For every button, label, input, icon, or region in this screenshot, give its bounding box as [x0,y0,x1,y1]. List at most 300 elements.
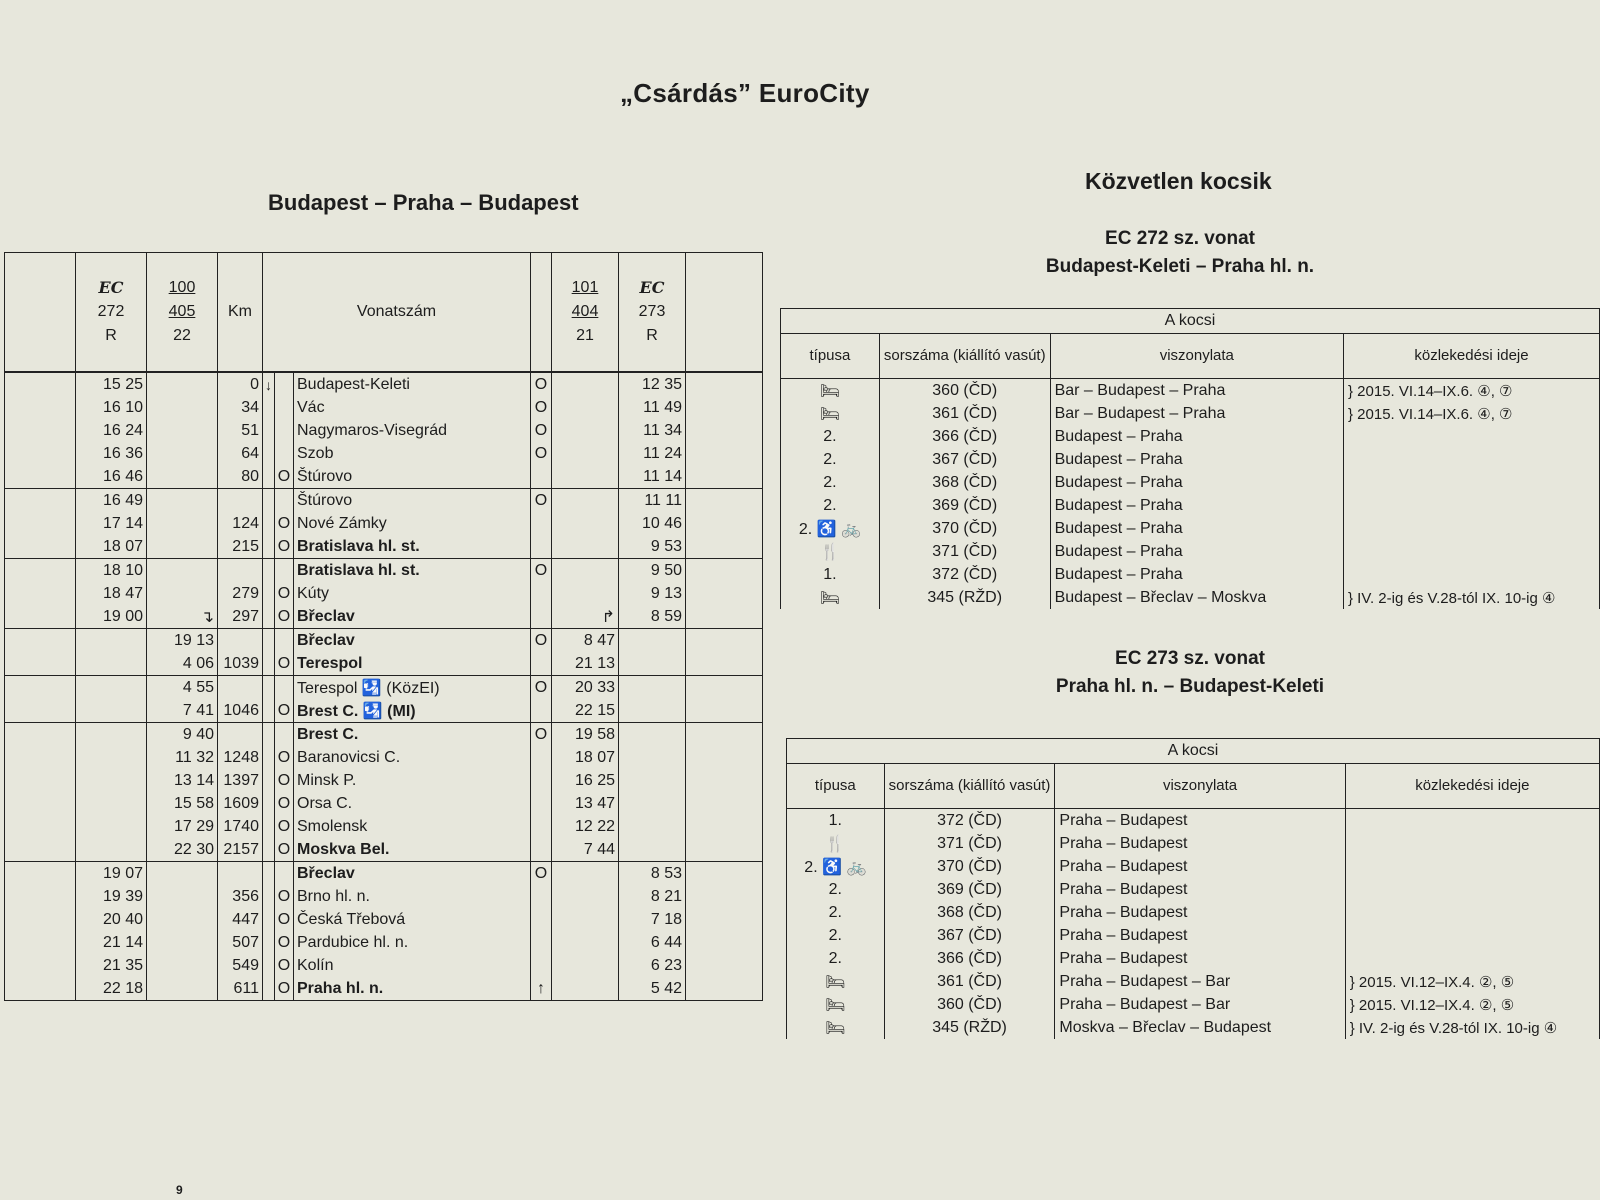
stop-mark: O [275,582,294,605]
wave-right [686,605,763,629]
table-row [781,540,1600,563]
time-train-100: 4 55 [147,676,218,700]
wagon-type: 🍴 [781,540,880,563]
table-row [5,931,763,954]
stop-mark: O [275,605,294,629]
header-km: Km [218,253,263,373]
time-train-101 [552,465,619,489]
stop-mark-right [531,885,552,908]
time-train-101: ↱ [552,605,619,629]
wagon-type: 1. [781,563,880,586]
time-ec272: 16 46 [76,465,147,489]
wagon-serial: 368 (ČD) [884,901,1055,924]
table-row [5,372,763,396]
time-train-100 [147,885,218,908]
wagon-period [1344,563,1600,586]
stop-mark: O [275,769,294,792]
wagon-period: } 2015. VI.14–IX.6. ④, ⑦ [1344,379,1600,403]
wave-right [686,746,763,769]
time-train-100 [147,465,218,489]
stop-mark: O [275,838,294,862]
km-cell: 297 [218,605,263,629]
wave-left [5,442,76,465]
direction-arrow [263,605,275,629]
time-train-101 [552,908,619,931]
stop-mark-right [531,838,552,862]
km-cell [218,629,263,653]
wagon-type: 2. [787,878,885,901]
stop-mark: O [275,954,294,977]
wave-right [686,419,763,442]
train-number-c: 22 [173,327,191,344]
time-ec273 [619,746,686,769]
direction-arrow [263,559,275,583]
time-ec273: 8 59 [619,605,686,629]
wave-left [5,489,76,513]
stop-mark-right [531,512,552,535]
stop-mark: O [275,512,294,535]
col-type: típusa [787,764,885,809]
wave-right [686,815,763,838]
time-ec272: 16 36 [76,442,147,465]
time-ec272: 18 07 [76,535,147,559]
col-type: típusa [781,334,880,379]
col-period: közlekedési ideje [1344,334,1600,379]
wave-left [5,977,76,1001]
wagon-relation: Praha – Budapest [1055,832,1345,855]
time-train-100 [147,582,218,605]
wagon-serial: 372 (ČD) [879,563,1050,586]
time-ec273 [619,676,686,700]
time-train-100 [147,512,218,535]
table-row [781,563,1600,586]
direction-arrow [263,512,275,535]
direction-arrow [263,676,275,700]
wagon-serial: 371 (ČD) [879,540,1050,563]
time-train-101: 13 47 [552,792,619,815]
wagon-serial: 370 (ČD) [879,517,1050,540]
header-train-number: Vonatszám [263,253,531,373]
time-train-100 [147,977,218,1001]
wagon-type: 🛏 [781,402,880,425]
wave-left [5,908,76,931]
wagon-serial: 360 (ČD) [879,379,1050,403]
wave-left [5,769,76,792]
stop-mark [275,396,294,419]
stop-mark [275,372,294,396]
table-row [5,652,763,676]
time-train-101: 12 22 [552,815,619,838]
time-ec273: 7 18 [619,908,686,931]
time-ec273: 11 34 [619,419,686,442]
header-ec273 [619,253,686,373]
table-row [5,512,763,535]
stop-mark: O [275,652,294,676]
wave-right [686,372,763,396]
wagon-period [1345,901,1599,924]
col-period: közlekedési ideje [1345,764,1599,809]
wagon-period: } IV. 2-ig és V.28-tól IX. 10-ig ④ [1345,1016,1599,1039]
direct-coaches-title: Közvetlen kocsik [1085,168,1272,194]
direction-arrow [263,652,275,676]
ec-logo: EC [639,278,665,297]
wagon-group-header: A kocsi [781,309,1600,334]
time-ec272: 19 00 [76,605,147,629]
time-ec272 [76,792,147,815]
train-273-label: EC 273 sz. vonat [1115,648,1265,669]
wagon-serial: 366 (ČD) [884,947,1055,970]
time-train-101 [552,559,619,583]
station-name: Moskva Bel. [294,838,531,862]
col-serial: sorszáma (kiállító vasút) [884,764,1055,809]
stop-mark: O [275,535,294,559]
time-ec273 [619,699,686,723]
km-cell [218,676,263,700]
table-row [5,396,763,419]
train-number-a: 101 [571,279,599,296]
table-row [5,954,763,977]
time-ec273: 12 35 [619,372,686,396]
direction-arrow [263,699,275,723]
stop-mark-right [531,746,552,769]
wagon-serial: 369 (ČD) [879,494,1050,517]
table-row [781,448,1600,471]
wagon-period [1344,425,1600,448]
wagon-type: 2. [781,494,880,517]
time-train-101 [552,885,619,908]
route-title: Budapest – Praha – Budapest [268,190,579,215]
table-row [5,629,763,653]
station-name: Brno hl. n. [294,885,531,908]
time-ec273: 8 53 [619,862,686,886]
time-train-100 [147,489,218,513]
time-train-100: 4 06 [147,652,218,676]
time-ec272: 21 35 [76,954,147,977]
direction-arrow [263,769,275,792]
km-cell [218,862,263,886]
km-cell: 64 [218,442,263,465]
km-cell: 279 [218,582,263,605]
wave-right [686,908,763,931]
wagon-type: 🛏 [787,1016,885,1039]
time-train-100 [147,396,218,419]
table-row [781,494,1600,517]
time-ec273: 6 23 [619,954,686,977]
direction-arrow [263,419,275,442]
wave-right [686,931,763,954]
station-name: Vác [294,396,531,419]
station-name: Budapest-Keleti [294,372,531,396]
time-train-101: 21 13 [552,652,619,676]
wave-left [5,838,76,862]
time-ec273: 8 21 [619,885,686,908]
stop-mark: O [275,699,294,723]
direction-arrow [263,792,275,815]
direction-arrow [263,746,275,769]
km-cell: 34 [218,396,263,419]
table-row [781,379,1600,403]
station-name: Baranovicsi C. [294,746,531,769]
time-train-100: 17 29 [147,815,218,838]
wave-right [686,954,763,977]
time-train-100: 15 58 [147,792,218,815]
train-number-a: 100 [168,279,196,296]
time-train-101: 7 44 [552,838,619,862]
km-cell: 356 [218,885,263,908]
time-ec273 [619,792,686,815]
km-cell: 447 [218,908,263,931]
wagon-type: 2. ♿ 🚲 [781,517,880,540]
wave-right [686,442,763,465]
wave-left [5,746,76,769]
wave-left [5,931,76,954]
stop-mark: O [275,746,294,769]
time-ec273: 11 24 [619,442,686,465]
table-row [5,559,763,583]
wave-right [686,977,763,1001]
wagon-period [1344,517,1600,540]
wave-right [686,652,763,676]
stop-mark-right [531,605,552,629]
wagon-relation: Budapest – Praha [1050,471,1343,494]
wagon-type: 2. [781,471,880,494]
train-number-c: 21 [576,327,594,344]
wave-right [686,769,763,792]
wagon-relation: Budapest – Praha [1050,540,1343,563]
wave-left [5,372,76,396]
station-name: Břeclav [294,862,531,886]
wagon-relation: Budapest – Praha [1050,494,1343,517]
direction-arrow [263,908,275,931]
time-train-101 [552,954,619,977]
time-ec272: 16 49 [76,489,147,513]
wagon-relation: Budapest – Praha [1050,448,1343,471]
wagon-type: 2. [787,924,885,947]
wagon-period [1345,878,1599,901]
train-number: 272 [97,303,125,320]
train-number-b: 404 [571,303,599,320]
table-row [787,924,1600,947]
time-ec272 [76,815,147,838]
direction-arrow [263,885,275,908]
direction-arrow [263,862,275,886]
km-cell: 1397 [218,769,263,792]
stop-mark [275,723,294,747]
stop-mark-right: O [531,862,552,886]
wagon-period [1344,448,1600,471]
time-ec272: 15 25 [76,372,147,396]
table-row [5,442,763,465]
time-ec272 [76,699,147,723]
station-name: Brest C. 🛂 (MI) [294,699,531,723]
km-cell: 1740 [218,815,263,838]
wagon-serial: 345 (RŽD) [884,1016,1055,1039]
table-row [5,723,763,747]
table-row [787,809,1600,833]
km-cell: 51 [218,419,263,442]
wave-right [686,676,763,700]
time-train-100: 11 32 [147,746,218,769]
stop-mark [275,676,294,700]
km-cell [218,723,263,747]
table-row [5,746,763,769]
wagon-type: 🍴 [787,832,885,855]
time-train-101 [552,977,619,1001]
wagon-serial: 367 (ČD) [884,924,1055,947]
time-train-100: 9 40 [147,723,218,747]
wagon-serial: 369 (ČD) [884,878,1055,901]
time-ec272: 16 10 [76,396,147,419]
train-272-label: EC 272 sz. vonat [1105,228,1255,249]
wagon-type: 🛏 [781,586,880,609]
wave-left [5,862,76,886]
header-ec272 [76,253,147,373]
time-ec273 [619,629,686,653]
direction-arrow [263,582,275,605]
timetable [4,252,763,1001]
time-ec273: 9 13 [619,582,686,605]
station-name: Břeclav [294,605,531,629]
time-train-101 [552,419,619,442]
train-class: R [646,327,658,344]
direction-arrow [263,465,275,489]
direction-arrow [263,396,275,419]
wave-right [686,699,763,723]
wave-left [5,419,76,442]
time-ec273 [619,815,686,838]
stop-mark: O [275,977,294,1001]
direction-arrow [263,838,275,862]
wagon-serial: 370 (ČD) [884,855,1055,878]
km-cell: 2157 [218,838,263,862]
table-row [5,605,763,629]
table-row [5,815,763,838]
station-name: Orsa C. [294,792,531,815]
time-ec273: 5 42 [619,977,686,1001]
table-row [781,425,1600,448]
time-ec272 [76,746,147,769]
wave-left [5,815,76,838]
header-empty [686,253,763,373]
stop-mark-right [531,931,552,954]
wagon-period [1344,494,1600,517]
wagon-relation: Budapest – Praha [1050,563,1343,586]
wagon-table-273 [786,738,1600,1039]
time-train-101 [552,489,619,513]
time-ec273 [619,723,686,747]
wave-right [686,465,763,489]
station-name: Smolensk [294,815,531,838]
time-train-100 [147,931,218,954]
table-row [781,517,1600,540]
wagon-type: 2. [781,448,880,471]
wagon-relation: Moskva – Břeclav – Budapest [1055,1016,1345,1039]
stop-mark-right [531,769,552,792]
wagon-type: 2. [787,947,885,970]
wagon-period [1345,947,1599,970]
table-row [5,838,763,862]
stop-mark: O [275,885,294,908]
time-train-101 [552,372,619,396]
time-ec273 [619,652,686,676]
station-name: Brest C. [294,723,531,747]
station-name: Bratislava hl. st. [294,559,531,583]
wagon-relation: Praha – Budapest [1055,855,1345,878]
table-row [5,885,763,908]
table-row [5,977,763,1001]
wagon-period [1345,855,1599,878]
wagon-type: 2. [787,901,885,924]
wagon-relation: Praha – Budapest – Bar [1055,970,1345,993]
table-row [5,582,763,605]
time-train-101 [552,931,619,954]
wagon-serial: 371 (ČD) [884,832,1055,855]
wave-right [686,535,763,559]
wagon-serial: 366 (ČD) [879,425,1050,448]
wagon-relation: Praha – Budapest [1055,924,1345,947]
stop-mark: O [275,908,294,931]
stop-mark-right: O [531,489,552,513]
time-ec272: 19 07 [76,862,147,886]
time-train-101: 19 58 [552,723,619,747]
time-ec272: 22 18 [76,977,147,1001]
time-train-100 [147,954,218,977]
train-273-route: Praha hl. n. – Budapest-Keleti [1055,676,1325,697]
station-name: Štúrovo [294,489,531,513]
time-train-100: 19 13 [147,629,218,653]
time-ec272: 16 24 [76,419,147,442]
wagon-relation: Budapest – Praha [1050,425,1343,448]
station-name: Nové Zámky [294,512,531,535]
direction-arrow [263,977,275,1001]
wave-left [5,582,76,605]
time-train-101 [552,442,619,465]
time-ec273: 6 44 [619,931,686,954]
wave-left [5,792,76,815]
wagon-relation: Praha – Budapest [1055,901,1345,924]
wagon-relation: Praha – Budapest – Bar [1055,993,1345,1016]
wagon-serial: 361 (ČD) [884,970,1055,993]
station-name: Praha hl. n. [294,977,531,1001]
direction-arrow [263,629,275,653]
time-train-100 [147,862,218,886]
time-train-101 [552,512,619,535]
km-cell: 549 [218,954,263,977]
time-train-100: 7 41 [147,699,218,723]
wagon-serial: 345 (RŽD) [879,586,1050,609]
time-train-101 [552,396,619,419]
time-ec273: 11 11 [619,489,686,513]
stop-mark [275,419,294,442]
stop-mark-right [531,908,552,931]
wagon-serial: 361 (ČD) [879,402,1050,425]
time-ec272: 20 40 [76,908,147,931]
wave-right [686,838,763,862]
train-272-route: Budapest-Keleti – Praha hl. n. [1045,256,1315,277]
time-train-100: 22 30 [147,838,218,862]
station-name: Terespol 🛂 (KözEI) [294,676,531,700]
table-row [5,419,763,442]
station-name: Minsk P. [294,769,531,792]
km-cell: 0 [218,372,263,396]
wave-left [5,605,76,629]
wave-left [5,723,76,747]
wagon-serial: 368 (ČD) [879,471,1050,494]
time-ec272: 18 47 [76,582,147,605]
wagon-type: 🛏 [781,379,880,403]
time-ec273 [619,769,686,792]
time-ec273 [619,838,686,862]
